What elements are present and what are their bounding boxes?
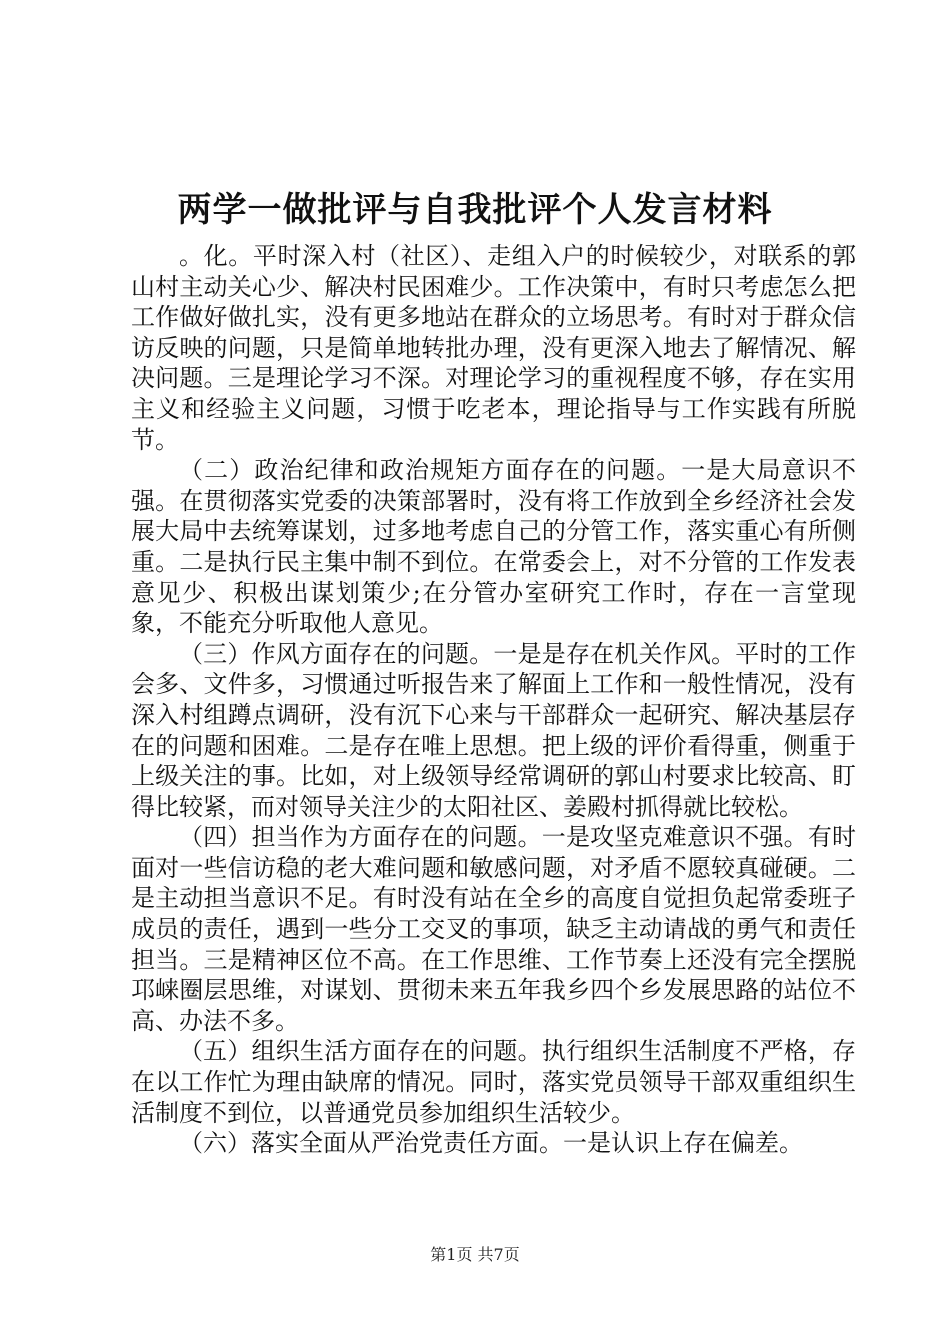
body-paragraph: （四）担当作为方面存在的问题。一是攻坚克难意识不强。有时面对一些信访稳的老大难问题和敏感问题，对矛盾不愿较真碰硬。二是主动担当意识不足。有时没有站在全乡的高度自觉担负起常委班子成员的责任，遇到一些分工交叉的事项，缺乏主动请战的勇气和责任担当。三是精神区位不高。在工作思维、工作节奏上还没有完全摆脱邛崃圈层思维，对谋划、贯彻未来五年我乡四个乡发展思路的站位不高、办法不多。 (131, 823, 856, 1035)
document-title: 两学一做批评与自我批评个人发言材料 (177, 190, 773, 230)
body-paragraph: （三）作风方面存在的问题。一是是存在机关作风。平时的工作会多、文件多，习惯通过听报告来了解面上工作和一般性情况，没有深入村组蹲点调研，没有沉下心来与干部群众一起研究、解决基层存在的问题和困难。二是存在唯上思想。把上级的评价看得重，侧重于上级关注的事。比如，对上级领导经常调研的郭山村要求比较高、盯得比较紧，而对领导关注少的太阳社区、姜殿村抓得就比较松。 (131, 639, 856, 821)
page-number: 第1页 共7页 (430, 1245, 520, 1264)
body-paragraph: 。化。平时深入村（社区）、走组入户的时候较少，对联系的郭山村主动关心少、解决村民困难少。工作决策中，有时只考虑怎么把工作做好做扎实，没有更多地站在群众的立场思考。有时对于群众信访反映的问题，只是简单地转批办理，没有更深入地去了解情况、解决问题。三是理论学习不深。对理论学习的重视程度不够，存在实用主义和经验主义问题，习惯于吃老本，理论指导与工作实践有所脱节。 (131, 242, 856, 454)
body-paragraph: （六）落实全面从严治党责任方面。一是认识上存在偏差。 (179, 1129, 803, 1158)
document-body (131, 241, 856, 1159)
body-paragraph: （二）政治纪律和政治规矩方面存在的问题。一是大局意识不强。在贯彻落实党委的决策部署时，没有将工作放到全乡经济社会发展大局中去统筹谋划，过多地考虑自己的分管工作，落实重心有所侧重。二是执行民主集中制不到位。在常委会上，对不分管的工作发表意见少、积极出谋划策少;在分管办室研究工作时，存在一言堂现象，不能充分听取他人意见。 (131, 456, 856, 638)
body-paragraph: （五）组织生活方面存在的问题。执行组织生活制度不严格，存在以工作忙为理由缺席的情况。同时，落实党员领导干部双重组织生活制度不到位，以普通党员参加组织生活较少。 (131, 1037, 856, 1127)
